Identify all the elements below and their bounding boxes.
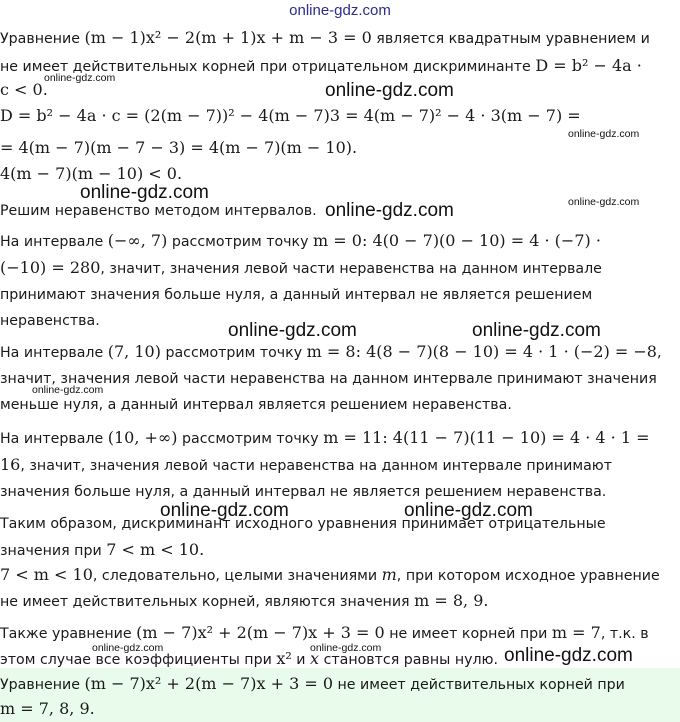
text: На интервале — [0, 234, 104, 250]
math-equation: (m − 7)x² + 2(m − 7)x + 3 = 0 — [136, 623, 385, 642]
watermark-small: online-gdz.com — [32, 384, 104, 396]
math-interval: (−∞, 7) — [107, 231, 168, 250]
watermark-small: online-gdz.com — [44, 72, 116, 84]
text: . — [199, 540, 205, 559]
intro-text: Решим неравенство методом интервалов. — [0, 203, 317, 219]
math-values: m = 8, 9 — [414, 591, 484, 610]
final-line2 — [0, 699, 95, 720]
math-calc: m = 8: 4(8 − 7)(8 − 10) = 4 · 1 · (−2) = −8 — [306, 342, 657, 361]
math-calc: m = 0: 4(0 − 7)(0 − 10) = 4 · (−7) · — [313, 231, 601, 250]
int2-line3: меньше нуля, а данный интервал является решением неравенства. — [0, 397, 512, 413]
math-equation: (m − 7)x² + 2(m − 7)x + 3 = 0 — [84, 674, 334, 693]
watermark-small: online-gdz.com — [568, 196, 640, 208]
text: становтся равны нулю. — [323, 652, 499, 668]
math-discriminant: D = b² − 4a · — [535, 56, 642, 75]
text: , при котором исходное уравнение — [396, 568, 660, 584]
math-interval: (7, 10) — [107, 342, 161, 361]
math-var: x — [310, 649, 320, 668]
int3-line3: значения больше нуля, а данный интервал не является решением неравенства. — [0, 484, 607, 500]
concl-line4 — [0, 591, 488, 612]
watermark-top: online-gdz.com — [289, 2, 391, 19]
p1-line3 — [0, 80, 48, 101]
watermark-small: online-gdz.com — [310, 642, 382, 654]
watermark-big: online-gdz.com — [160, 500, 289, 521]
int1-line1 — [0, 231, 601, 252]
watermark-big: online-gdz.com — [404, 500, 533, 521]
int1-line4: неравенства. — [0, 313, 100, 329]
disc-line1: D = b² − 4a · c = (2(m − 7))² − 4(m − 7)3 = 4(m − 7)² − 4 · 3(m − 7) = — [0, 106, 581, 125]
int3-line1 — [0, 428, 650, 449]
watermark-big: online-gdz.com — [325, 80, 454, 101]
watermark-big: online-gdz.com — [228, 320, 357, 341]
math-calc: (−10) = 280 — [0, 258, 101, 277]
text: и — [296, 652, 306, 668]
text: не имеет действительных корней при отрицательном дискриминанте — [0, 59, 531, 75]
text: этом случае все коэффициенты при — [0, 652, 272, 668]
text: не имеет действительных корней при — [337, 677, 625, 693]
p1-line1 — [0, 28, 650, 49]
disc-line2: = 4(m − 7)(m − 7 − 3) = 4(m − 7)(m − 10). — [0, 138, 358, 157]
int2-line2: значит, значения левой части неравенства на данном интервале принимают значения — [0, 371, 657, 387]
text: , т.к. в — [600, 626, 649, 642]
text: , — [656, 345, 662, 361]
disc-line3: 4(m − 7)(m − 10) < 0. — [0, 164, 183, 183]
text: рассмотрим точку — [165, 345, 303, 361]
math-var: m — [381, 565, 397, 584]
math-condition: c < 0. — [0, 80, 48, 99]
also-line1 — [0, 623, 649, 644]
final-line1 — [0, 674, 625, 695]
concl-line1: Таким образом, дискриминант исходного уравнения принимает отрицательные — [0, 516, 606, 532]
int1-line2 — [0, 258, 602, 279]
math-range: 7 < m < 10 — [106, 540, 200, 559]
text: , значит, значения левой части неравенства на данном интервале — [100, 261, 602, 277]
int2-line1 — [0, 342, 661, 363]
text: является квадратным уравнением и — [376, 31, 650, 47]
math-interval: (10, +∞) — [107, 428, 178, 447]
watermark-big: online-gdz.com — [504, 645, 633, 666]
math-calc: m = 11: 4(11 − 7)(11 − 10) = 4 · 4 · 1 = — [323, 428, 650, 447]
text: На интервале — [0, 431, 104, 447]
math-range: 7 < m < 10 — [0, 565, 93, 584]
math-calc: 16 — [0, 455, 21, 474]
concl-line2 — [0, 540, 204, 561]
text: , следовательно, целыми значениями — [92, 568, 378, 584]
math-answer: m = 7, 8, 9 — [0, 699, 90, 718]
int1-line3: принимают значения больше нуля, а данный интервал не является решением — [0, 287, 593, 303]
text: На интервале — [0, 345, 104, 361]
watermark-big: online-gdz.com — [80, 182, 209, 203]
also-line2 — [0, 649, 498, 670]
text: рассмотрим точку — [182, 431, 319, 447]
text: Уравнение — [0, 677, 80, 693]
text: не имеет корней при — [389, 626, 548, 642]
math-equation: (m − 1)x² − 2(m + 1)x + m − 3 = 0 — [84, 28, 372, 47]
math-value: m = 7 — [551, 623, 601, 642]
text: Также уравнение — [0, 626, 132, 642]
text: , значит, значения левой части неравенства на данном интервале принимают — [20, 458, 612, 474]
watermark-big: online-gdz.com — [325, 200, 454, 221]
text: . — [89, 699, 95, 718]
math-var: x² — [276, 649, 292, 668]
text: значения при — [0, 543, 102, 559]
watermark-big: online-gdz.com — [472, 320, 601, 341]
text: Уравнение — [0, 31, 80, 47]
text: рассмотрим точку — [171, 234, 309, 250]
watermark-small: online-gdz.com — [92, 642, 164, 654]
watermark-small: online-gdz.com — [568, 128, 640, 140]
text: . — [483, 591, 489, 610]
int3-line2 — [0, 455, 612, 476]
text: не имеет действительных корней, являются значения — [0, 594, 410, 610]
concl-line3 — [0, 565, 660, 586]
